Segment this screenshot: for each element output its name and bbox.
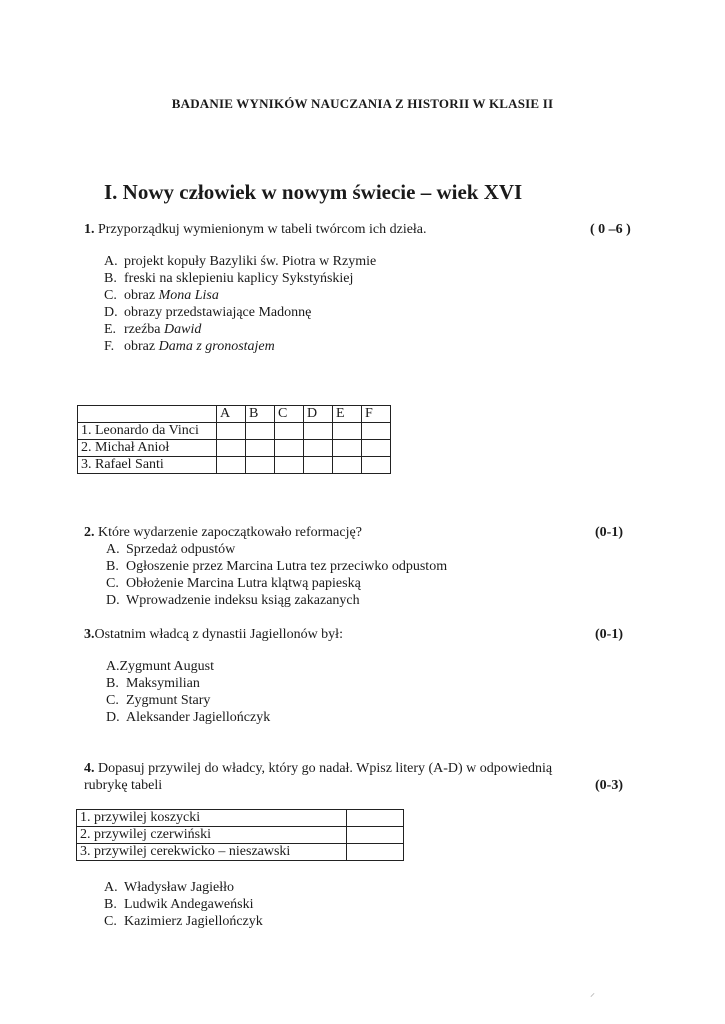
option-text: Kazimierz Jagiellończyk [124,914,263,929]
option-text: obraz [124,288,159,303]
option-item [106,592,447,609]
question-4-text-cont: rubrykę tabeli [84,778,163,793]
question-text: Przyporządkuj wymienionym w tabeli twórcom ich dzieła. [98,222,427,237]
question-1-points: ( 0 –6 ) [590,222,631,237]
option-text: projekt kopuły Bazyliki św. Piotra w Rzymie [124,254,377,269]
column-header: B [246,406,275,423]
answer-cell[interactable] [333,423,362,440]
option-letter: C. [104,914,117,929]
option-item [104,338,376,355]
option-text: obraz [124,339,159,354]
artists-table [77,405,391,474]
question-number: 2. [84,525,95,540]
option-item [104,913,263,930]
question-text: Ostatnim władcą z dynastii Jagiellonów był: [94,627,343,642]
question-4-points: (0-3) [595,778,623,793]
table-row [77,827,404,844]
answer-cell[interactable] [275,423,304,440]
option-italic-title: Dama z gronostajem [158,339,275,354]
option-letter: E. [104,322,117,337]
document-header: BADANIE WYNIKÓW NAUCZANIA Z HISTORII W KLASIE II [171,96,554,111]
answer-cell[interactable] [362,440,391,457]
table-row [77,810,404,827]
option-text: Obłożenie Marcina Lutra klątwą papieską [126,576,361,591]
column-header: F [362,406,391,423]
answer-cell[interactable] [304,457,333,474]
column-header: A [217,406,246,423]
question-number: 4. [84,761,95,776]
question-1-options [104,253,376,355]
question-3 [84,627,343,643]
answer-cell[interactable] [362,457,391,474]
scan-mark: ⸝ [590,988,595,999]
option-letter: D. [106,710,120,725]
option-letter: D. [104,305,118,320]
option-text: freski na sklepieniu kaplicy Sykstyńskiej [124,271,354,286]
answer-cell[interactable] [246,423,275,440]
option-item [104,304,376,321]
privileges-table [76,809,404,861]
option-letter: C. [106,693,119,708]
option-item [106,558,447,575]
option-item [104,253,376,270]
question-3-points: (0-1) [595,627,623,642]
option-text: Maksymilian [126,676,200,691]
option-item [106,658,270,675]
option-letter: B. [106,559,119,574]
section-title: I. Nowy człowiek w nowym świecie – wiek XVI [104,180,523,204]
table-row [78,423,391,440]
question-1 [84,222,427,238]
option-letter: C. [106,576,119,591]
question-2-points: (0-1) [595,525,623,540]
column-header: D [304,406,333,423]
option-item [106,575,447,592]
answer-cell[interactable] [347,827,404,844]
option-text: Aleksander Jagiellończyk [126,710,271,725]
question-number: 1. [84,222,95,237]
option-item [106,709,270,726]
option-letter: A. [104,880,118,895]
question-text: Dopasuj przywilej do władcy, który go nadał. Wpisz litery (A-D) w odpowiednią [98,761,553,776]
option-item [106,541,447,558]
option-item [106,692,270,709]
option-text: Wprowadzenie indeksu ksiąg zakazanych [126,593,360,608]
answer-cell[interactable] [347,810,404,827]
answer-cell[interactable] [217,423,246,440]
answer-cell[interactable] [347,844,404,861]
answer-cell[interactable] [217,457,246,474]
row-label: 3. przywilej cerekwicko – nieszawski [77,844,347,861]
option-item [106,675,270,692]
answer-cell[interactable] [362,423,391,440]
option-letter: F. [104,339,115,354]
column-header: E [333,406,362,423]
option-text: Ogłoszenie przez Marcina Lutra tez przeciwko odpustom [126,559,448,574]
question-3-options [106,658,270,726]
question-4-options [104,879,263,930]
answer-cell[interactable] [246,440,275,457]
option-letter: D. [106,593,120,608]
option-item [104,270,376,287]
column-header: C [275,406,304,423]
option-item [104,879,263,896]
answer-cell[interactable] [333,440,362,457]
answer-cell[interactable] [304,440,333,457]
question-text: Które wydarzenie zapoczątkowało reformację? [98,525,362,540]
option-letter: A [106,659,117,674]
option-text: Ludwik Andegaweński [124,897,254,912]
answer-cell[interactable] [275,457,304,474]
option-letter: A. [104,254,118,269]
option-text: rzeźba [124,322,165,337]
row-label: 1. Leonardo da Vinci [78,423,217,440]
table-row [78,440,391,457]
row-label: 2. przywilej czerwiński [77,827,347,844]
answer-cell[interactable] [246,457,275,474]
option-letter: C. [104,288,117,303]
question-number: 3. [84,627,95,642]
option-text: Zygmunt Stary [126,693,211,708]
option-letter: B. [104,897,117,912]
option-text: .Zygmunt August [116,659,215,674]
option-item [104,896,263,913]
option-item [104,321,376,338]
question-2-options [106,541,447,609]
answer-cell[interactable] [333,457,362,474]
table-row [77,844,404,861]
option-text: obrazy przedstawiające Madonnę [124,305,312,320]
option-letter: B. [106,676,119,691]
option-text: Sprzedaż odpustów [126,542,236,557]
option-text: Władysław Jagiełło [124,880,235,895]
option-letter: B. [104,271,117,286]
row-label: 3. Rafael Santi [78,457,217,474]
question-2 [84,525,362,541]
option-letter: A. [106,542,120,557]
option-italic-title: Mona Lisa [158,288,219,303]
answer-cell[interactable] [304,423,333,440]
answer-cell[interactable] [217,440,246,457]
table-row [78,457,391,474]
answer-cell[interactable] [275,440,304,457]
table-header-row [78,406,391,423]
table-corner-cell [78,406,217,423]
option-italic-title: Dawid [164,322,202,337]
row-label: 1. przywilej koszycki [77,810,347,827]
question-4 [84,761,552,777]
row-label: 2. Michał Anioł [78,440,217,457]
option-item [104,287,376,304]
